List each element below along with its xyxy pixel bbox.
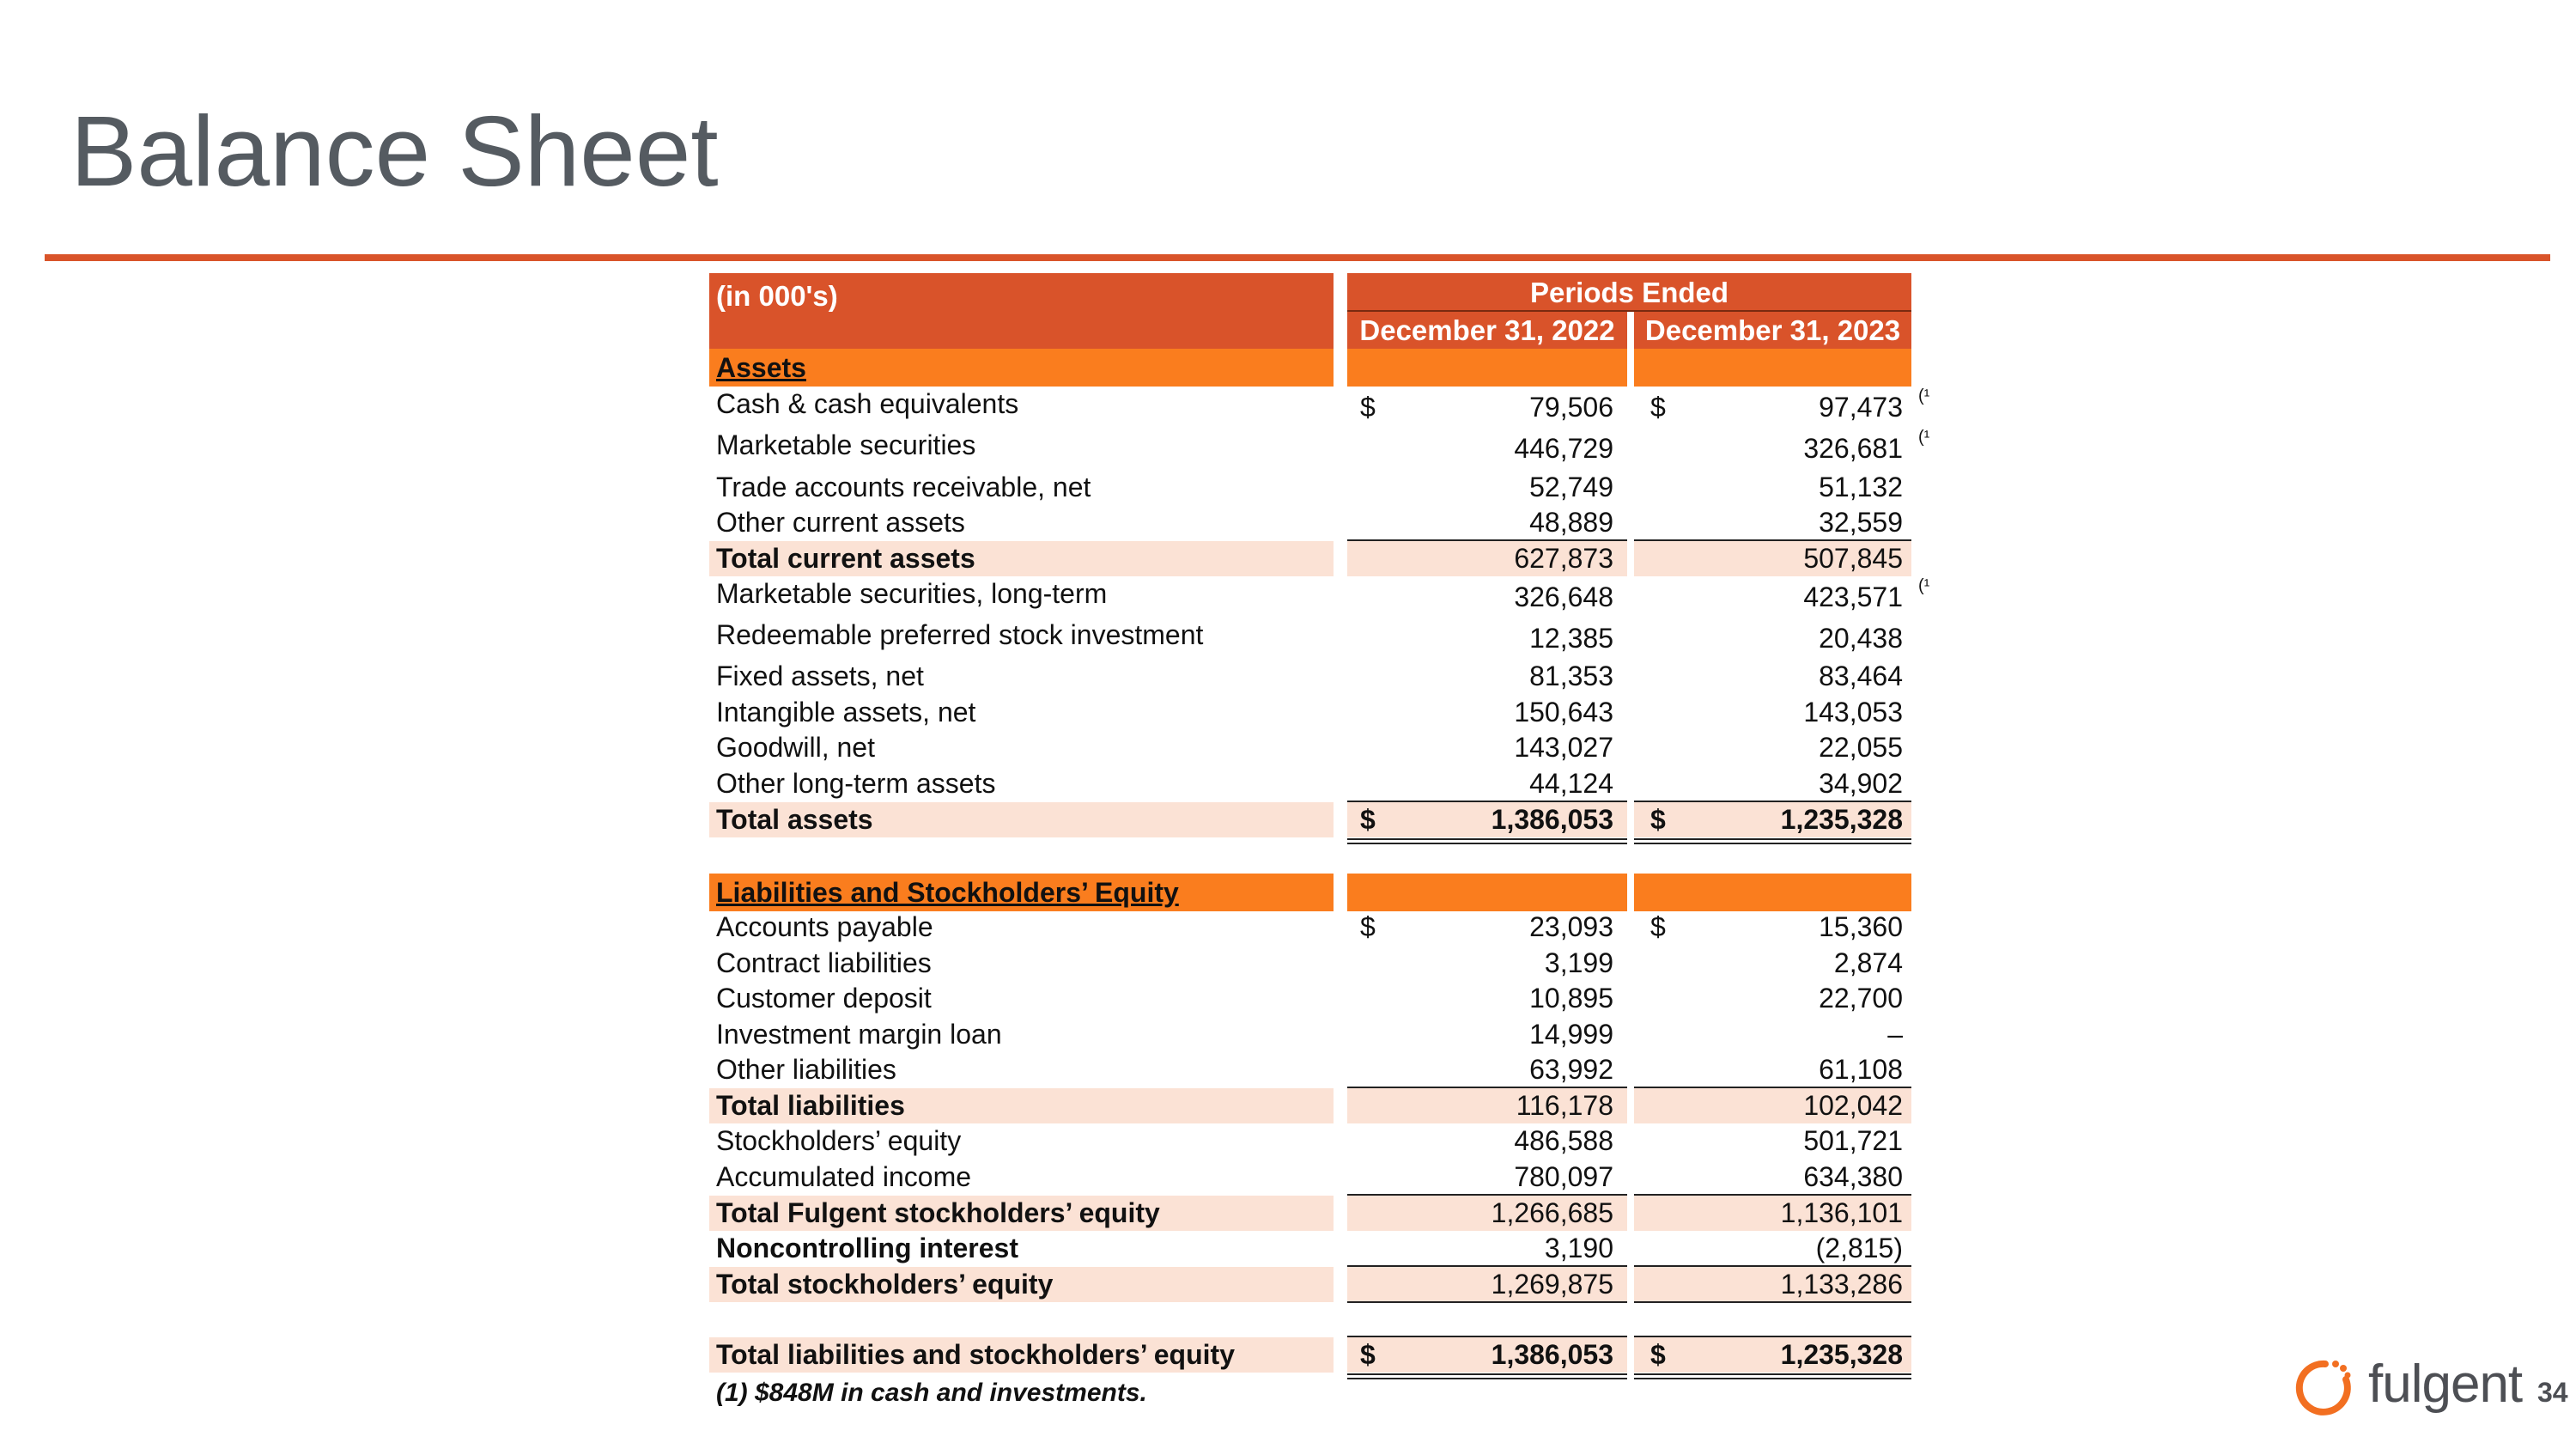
row-label: Total assets [716, 804, 873, 835]
footnote: (1) $848M in cash and investments. [716, 1379, 1147, 1407]
table-row-total [709, 541, 1937, 576]
column-header-2023: December 31, 2023 [1644, 314, 1901, 346]
units-label: (in 000's) [716, 280, 838, 312]
value-2022: 63,992 [1529, 1054, 1613, 1085]
fulgent-logo-icon [2293, 1357, 2353, 1417]
value-2022: 326,648 [1514, 581, 1613, 612]
table-row [709, 470, 1937, 505]
table-row-total [709, 1267, 1937, 1302]
double-rule [1634, 1378, 1911, 1379]
value-2023: 1,136,101 [1780, 1197, 1903, 1228]
column-header-2022: December 31, 2022 [1359, 314, 1615, 346]
double-rule [1347, 843, 1627, 844]
value-2022: 1,269,875 [1491, 1269, 1613, 1300]
row-label: Accounts payable [716, 911, 933, 942]
value-2023: (2,815) [1815, 1233, 1903, 1263]
value-2022: 23,093 [1529, 911, 1613, 942]
table-row [709, 1160, 1937, 1195]
subtotal-rule [1347, 1301, 1627, 1303]
value-2023: 507,845 [1803, 543, 1903, 574]
value-2023: 22,055 [1819, 732, 1903, 763]
value-2023: 1,133,286 [1780, 1269, 1903, 1300]
assets-section-label: Assets [716, 352, 806, 383]
value-2023: 61,108 [1819, 1054, 1903, 1085]
value-2023: 143,053 [1803, 697, 1903, 728]
value-2022: 10,895 [1529, 983, 1613, 1014]
value-2023: 1,235,328 [1780, 1339, 1903, 1370]
row-label: Marketable securities, long-term [716, 578, 1108, 609]
value-2022: 150,643 [1514, 697, 1613, 728]
value-2022: 1,386,053 [1491, 804, 1613, 835]
double-rule [1634, 1373, 1911, 1375]
row-label: Stockholders’ equity [716, 1125, 962, 1156]
currency-symbol: $ [1360, 911, 1376, 942]
value-2023: 423,571 [1803, 581, 1903, 612]
row-label: Contract liabilities [716, 947, 932, 978]
value-2023: 501,721 [1803, 1125, 1903, 1156]
fulgent-logo [2293, 1354, 2523, 1422]
value-2023: 102,042 [1803, 1090, 1903, 1121]
table-row-total [709, 802, 1937, 837]
row-label: Intangible assets, net [716, 697, 976, 728]
value-2022: 1,386,053 [1491, 1339, 1613, 1370]
double-rule [1347, 838, 1627, 840]
slide-title: Balance Sheet [70, 95, 719, 207]
value-2023: 2,874 [1833, 947, 1903, 978]
value-2023: 326,681 [1803, 433, 1903, 464]
value-2022: 1,266,685 [1491, 1197, 1613, 1228]
row-label: Goodwill, net [716, 732, 875, 763]
row-label: Total liabilities and stockholders’ equity [716, 1339, 1235, 1370]
table-row [709, 428, 1937, 463]
table-row [709, 981, 1937, 1016]
value-2022: 627,873 [1514, 543, 1613, 574]
page-number: 34 [2537, 1377, 2568, 1408]
value-2022: 116,178 [1516, 1090, 1613, 1121]
table-row [709, 695, 1937, 730]
value-2022: 486,588 [1514, 1125, 1613, 1156]
table-row [709, 1017, 1937, 1052]
table-row [709, 946, 1937, 981]
table-row [709, 1231, 1937, 1266]
row-label: Investment margin loan [716, 1019, 1002, 1050]
assets-band-2022 [1347, 349, 1627, 387]
row-label: Total Fulgent stockholders’ equity [716, 1197, 1160, 1228]
value-2022: 81,353 [1529, 661, 1613, 691]
value-2023: 97,473 [1819, 392, 1903, 423]
liabilities-section-label: Liabilities and Stockholders’ Equity [716, 877, 1179, 908]
value-2023: 1,235,328 [1780, 804, 1903, 835]
row-label: Total current assets [716, 543, 975, 574]
value-2022: 79,506 [1529, 392, 1613, 423]
footnote-marker: (¹ [1918, 576, 1930, 595]
value-2022: 14,999 [1529, 1019, 1613, 1050]
currency-symbol: $ [1360, 392, 1376, 423]
row-label: Redeemable preferred stock investment [716, 619, 1204, 650]
footnote-marker: (¹ [1918, 387, 1930, 405]
value-2022: 446,729 [1514, 433, 1613, 464]
value-2022: 44,124 [1529, 768, 1613, 799]
row-label: Cash & cash equivalents [716, 388, 1019, 419]
table-row [709, 1123, 1937, 1159]
row-label: Other long-term assets [716, 768, 996, 799]
table-row [709, 576, 1937, 612]
value-2022: 780,097 [1514, 1161, 1613, 1192]
row-label: Customer deposit [716, 983, 932, 1014]
value-2023: 32,559 [1819, 507, 1903, 538]
currency-symbol: $ [1650, 392, 1666, 423]
currency-symbol: $ [1650, 804, 1666, 835]
row-label: Fixed assets, net [716, 661, 924, 691]
row-label: Trade accounts receivable, net [716, 472, 1091, 502]
value-2023: 15,360 [1819, 911, 1903, 942]
value-2022: 12,385 [1529, 623, 1613, 654]
balance-sheet-table [709, 273, 1937, 1416]
table-row [709, 910, 1937, 945]
table-row-total [709, 1088, 1937, 1123]
currency-symbol: $ [1360, 1339, 1376, 1370]
value-2023: 20,438 [1819, 623, 1903, 654]
table-row-total [709, 1196, 1937, 1231]
table-row [709, 387, 1937, 422]
currency-symbol: $ [1360, 804, 1376, 835]
table-row-grand-total [709, 1337, 1937, 1373]
table-row [709, 659, 1937, 694]
currency-symbol: $ [1650, 911, 1666, 942]
assets-band-2023 [1634, 349, 1911, 387]
periods-label: Periods Ended [1529, 277, 1729, 308]
value-2023: – [1887, 1019, 1903, 1050]
double-rule [1634, 843, 1911, 844]
row-label: Other current assets [716, 507, 965, 538]
subtotal-rule [1634, 1301, 1911, 1303]
header-label-cell [709, 273, 1334, 349]
value-2023: 51,132 [1819, 472, 1903, 502]
value-2023: 34,902 [1819, 768, 1903, 799]
row-label: Accumulated income [716, 1161, 972, 1192]
row-label: Total stockholders’ equity [716, 1269, 1054, 1300]
row-label: Marketable securities [716, 429, 976, 460]
table-row [709, 1052, 1937, 1087]
currency-symbol: $ [1650, 1339, 1666, 1370]
value-2023: 634,380 [1803, 1161, 1903, 1192]
table-row [709, 730, 1937, 765]
value-2022: 3,190 [1544, 1233, 1613, 1263]
value-2022: 143,027 [1514, 732, 1613, 763]
value-2022: 48,889 [1529, 507, 1613, 538]
table-row [709, 505, 1937, 540]
table-row [709, 766, 1937, 801]
value-2022: 3,199 [1544, 947, 1613, 978]
value-2023: 22,700 [1819, 983, 1903, 1014]
row-label: Noncontrolling interest [716, 1233, 1018, 1263]
row-label: Other liabilities [716, 1054, 896, 1085]
liabilities-band-2022 [1347, 874, 1627, 911]
value-2022: 52,749 [1529, 472, 1613, 502]
title-divider [45, 254, 2550, 261]
double-rule [1634, 838, 1911, 840]
row-label: Total liabilities [716, 1090, 905, 1121]
table-row [709, 618, 1937, 653]
liabilities-band-2023 [1634, 874, 1911, 911]
footnote-marker: (¹ [1918, 428, 1930, 447]
header-column-gap [1627, 312, 1634, 349]
double-rule [1347, 1378, 1627, 1379]
double-rule [1347, 1373, 1627, 1375]
logo-wordmark: fulgent [2368, 1355, 2523, 1414]
value-2023: 83,464 [1819, 661, 1903, 691]
